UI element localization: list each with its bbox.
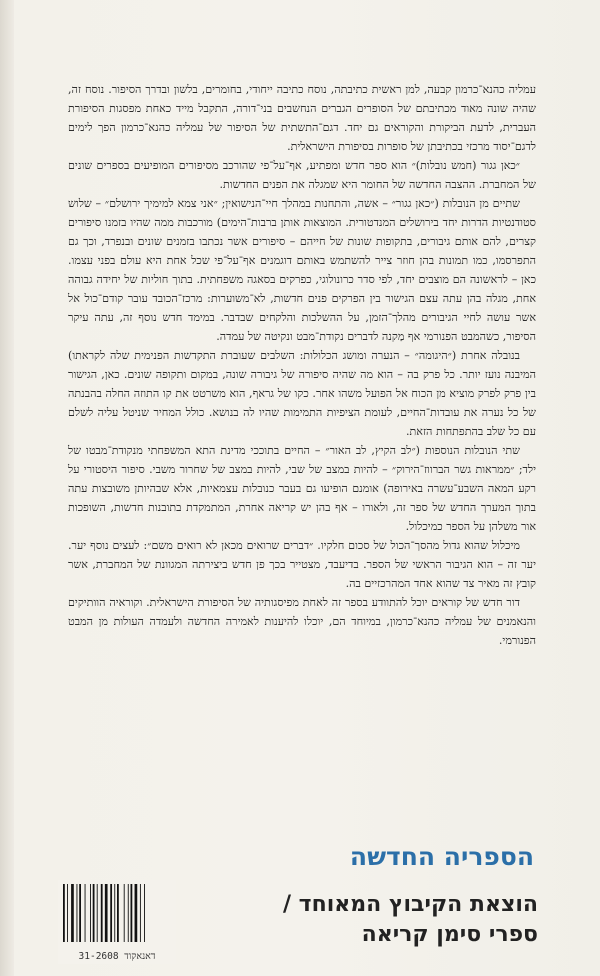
- blurb-paragraph-3: שתיים מן הנובלות (״כאן גגור״ – אשה, והתחנות במהלך חיי־הנישואין; ״אני צמא למימיך ירושלם״ – שלוש סטודנטיות הדרות יחד בירושלים המנדטורית. המוצאות אותן ברבות־הימים) מורכבות ממה שהיו בזמנו סיפורים קצרים, להם אותם גיבורים, בתקופות שונות של חייהם – סיפורים אשר נכתבו בזמנים שונים ובנפרד, וכך גם התפרסמו, כמו תמונות בהן חוזר צייר להשתמש באותם דוגמנים אף־על־פי שכל אחת היא עולם בפני עצמו. כאן – לראשונה הם מוצבים יחד, לפי סדר כרונולוגי, כפרקים בסאגה משפחתית. בתוך חוליות של יחידה גבוהה אחת, מגלה בהן עתה עצם הגישור בין הפרקים פנים חדשות, לא־משוערות: מרכז־הכובד עובר קודם־כול אל אשר עושה לחיי הגיבורים מהלך־הזמן, על ההשלכות והלקחים שבדבר. במימד חדש נוסף זה, עתה עיקר הסיפור, כשהמבט הפנורמי אף מַקנה לדברים נקודת־מבט ונקיטה של עמדה.: [68, 197, 536, 343]
- blurb-paragraph-4: בנובלה אחרת (״היגומה״ – הנערה ומושג הכלולות: השלבים שעוברת התקדשות הפנימית שלה לקראתו) המיבנה נועז יותר. כל פרק בה – הוא מה שהיה סיפורה של גיבורה שונה, במקום ותקופה שונים. כאן, הגישור בין פרק לפרק מוציא מן הכוח אל הפועל משהו אחר. כקו של גראף, הוא משרטט את קו התוזה החלה בהבנתה של כל נערה את עובדות־החיים, לעומת הציפיות התמימות שהיו לה בנושא. כולל המחיר שניטל עליה לשלם עם כל שלב בהתפתחות הזאת.: [68, 349, 536, 438]
- blurb-paragraph-6: מיכלול שהוא גדול מהסך־הכול של סכום חלקיו. ״דברים שרואים מכאן לא רואים משם״: לעצים נוסף יער. יער זה – הוא הגיבור הראשי של הספר. בדיעבד, מצטייר בכך פן חדש ביצירתה המגוונת של המחברת, אשר קובץ זה מאיר צד שהוא אחד המהרכזיים בה.: [68, 539, 536, 590]
- series-title: הספריה החדשה: [349, 842, 534, 871]
- barcode-image: [62, 884, 172, 942]
- blurb-paragraph-1: עמליה כהנא־כרמון קבעה, למן ראשית כתיבתה, נוסח כתיבה ייחודי, בחומרים, בלשון ובדרך הסיפור. נוסח זה, שהיה שונה מאוד מכתיבתם של הסופרים הגברים הנחשבים בני־דורה, התקבל מייד כאחת מפסגות הסיפורת העברית, לדעת הביקורת והקוראים גם יחד. דגם־התשתית של הסיפור של עמליה כהנא־כרמון הפך לימים לדגם־יסוד מרכזי בכתיבתן של סופרות בסיפורת הישראלית.: [68, 83, 536, 153]
- book-spine-edge: [0, 0, 14, 976]
- imprint-name: ספרי סימן קריאה: [361, 922, 538, 947]
- blurb-paragraph-5: שתי הנובלות הנוספות (״לב הקיץ, לב האור״ – החיים בתוככי מדינת התא המשפחתי מנקודת־מבטו של ילד; ״ממראות גשר הברווז־הירוק״ – להיות במצב של שבי, להיות במצב של שחרור משבי. סיפור היסטורי על רקע המאה השבע־עשרה באירופה) אומנם הופיעו גם בעבר כנובלות עצמאיות, אלא שבהיותן משובצות עתה בתוך המערך החדש של ספר זה, ולאורו – אף בהן יש קריאה אחרת, המתמקדת בתובנות חדשות, השופכות אור משלהן על הספר כמיכלול.: [68, 444, 536, 533]
- blurb-paragraph-7: דור חדש של קוראים יוכל להתוודע בספר זה לאחת מפיסגותיה של הסיפורת הישראלית. וקוראיה הוותיקים והנאמנים של עמליה כהנא־כרמון, במיוחד הם, יוכלו להיענות לאמירה החדשה ולעמדה העולות מן המבט הפנורמי.: [68, 596, 536, 647]
- barcode-number: דאנאקוד 31-2608: [78, 951, 156, 962]
- barcode-area: [58, 880, 176, 964]
- publisher-name: הוצאת הקיבוץ המאוחד /: [282, 892, 538, 917]
- publisher-block: [283, 890, 538, 950]
- blurb-text: [68, 80, 536, 650]
- blurb-paragraph-2: ״כאן גגור (חמש נובלות)״ הוא ספר חדש ומפתיע, אף־על־פי שהורכב מסיפורים המופיעים בספרים שונים של המחברת. ההצבה החדשה של החומר היא שמגלה את הפנים החדשות.: [68, 159, 536, 191]
